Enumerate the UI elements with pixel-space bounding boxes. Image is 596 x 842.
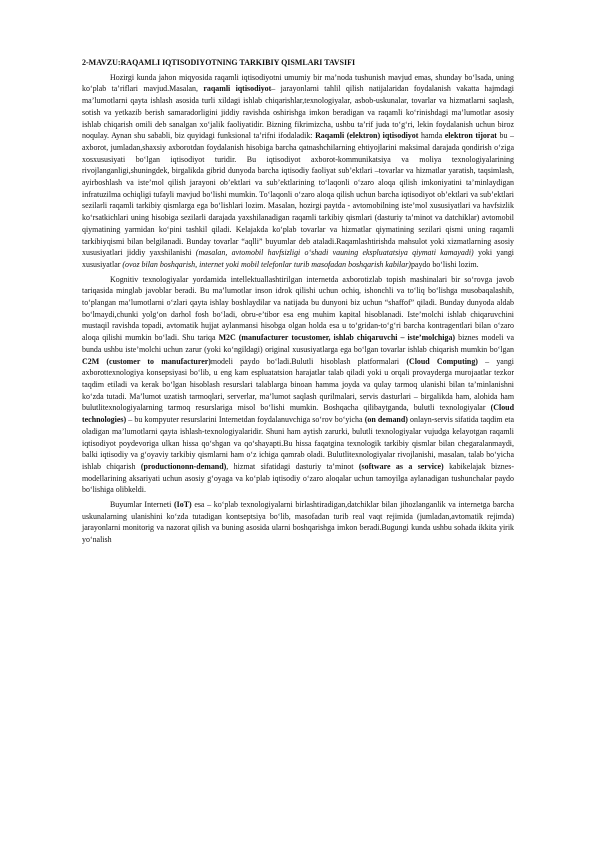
paragraph-1	[82, 72, 514, 271]
text-run: Hozirgi kunda jahon miqyosida raqamli iqtisodiyotni umumiy bir ma’noda tushunish mavjud emas, shunday bo‘lsada, uning ko‘plab ta’riflari mavjud.Masalan,	[82, 72, 514, 94]
bold-term: elektron tijorat	[444, 131, 497, 141]
text-run: hamda	[418, 131, 445, 141]
text-run: onlayn-servis sifatida taqdim eta oladigan ma’lumotlarni qayta ishlash-texnologiyalaridir. Shuni ham aytish zarurki, bulutli texnologiyalar vujudga kelayotgan raqamli iqtisodiyot poydevoriga ulkan hissa qo‘shgan va qo‘shayapti.Bu hissa faqatgina texnologik tarkibiy qismlar bilan chegaralanmaydi, balki iqtisodiy va g‘oyaviy tarkibiy qismlarni ham o‘z ichiga qamrab oladi. Bulutlitexnologiyalar rivojlanishi, masalan, talab bo‘yicha ishlab chiqarish	[82, 415, 514, 471]
bold-term: C2M (customer to manufacturer)	[82, 356, 211, 366]
bold-term: (on demand)	[364, 415, 408, 425]
text-run: biznes modeli va bunda ushbu iste’molchi uchun zarur (yoki ko‘ngildagi) original xususiyatlarga ega bo‘lgan tovarlar ishlab chiqarish mumkin bo‘lgan	[82, 333, 514, 354]
bold-term: (productiononn-demand)	[140, 461, 227, 471]
text-run: – yangi axborottexnologiya konsepsiyasi bo‘lib, u eng kam espluatatsion harajatlar talab qiladi yoki u orqali provayderga murojaatlar tezkor taqdim etiladi va kerak bo‘lgan hisoblash resurslari talablarga binoan hamma joyda va qulay tarmoq ulanishi bilan ta’minlanishni ko‘zda tutadi. Ma’lumot uzatish tarmoqlari, serverlar, ma’lumot saqlash qurilmalari, servis dasturlari – birgalikda ham, alohida ham bulutlitexnologiyalarning tarmoq resurslariga misol bo‘lishi mumkin. Boshqacha qilibaytganda, bulutli texnologiyalar	[82, 356, 514, 413]
bold-term: raqamli iqtisodiyot	[203, 84, 272, 94]
text-run: kabikelajak biznes-modellarining aksariyati uchun asosiy g‘oyaga va ko‘plab iqtisodiy o‘zaro aloqalar uchun tamoyilga aylanadigan tushunchalar paydo bo‘lishiga olibkeldi.	[82, 461, 514, 495]
text-run: Kognitiv texnologiyalar yordamida intellektuallashtirilgan internetda axborotizlab topish mashinalari bir so‘rovga javob tariqasida minglab javoblar beradi. Bu ma’lumotlar inson idrok qilishi uchun ochiq, ishonchli va to‘liq bo‘lishga musobaqalashib, to‘plangan ma’lumotlarni o‘zlari qayta ishlay boshlaydilar va natijada bu dunyoni biz uchun “shaffof” qiladi. Bunday dunyoda aldab bo‘lmaydi,chunki yolg‘on darhol fosh bo‘ladi, obru-e’tibor esa eng muhim kapital hisoblanadi. Iste’molchi ishlab chiqaruvchini mustaqil ravishda topadi, avtomatik hujjat aylanmansi hisobga olgan holda esa u to‘gridan-to‘g‘ri barcha kontragentlari bilan o‘zaro aloqa qilishi mumkin bo‘ladi. Shu tariqa	[82, 274, 514, 343]
italic-note: (ovoz bilan boshqarish, internet yoki mobil telefonlar turib masofadan boshqarish kabilar)	[122, 259, 411, 269]
bold-term: Raqamli (elektron) iqtisodiyot	[315, 131, 419, 141]
bold-term: (Cloud technologies)	[82, 403, 514, 425]
bold-term: (software as a service)	[358, 461, 444, 471]
document-page	[82, 57, 514, 549]
text-run: bu – axborot, jumladan,shaxsiy axborotdan foydalanish hisobiga barcha qatnashchilarning ehtiyojlarini maksimal darajada qondirish o‘ziga xosxususiyati bo‘lgan iqtisodiyot turidir. Bu iqtisodiyot axborot-kommunikatsiya va moliya texnologiyalarining rivojlanganligi,shuningdek, birgalikda gibrid dunyoda barcha iqtisodiy faoliyat sub’ektlari –tovarlar va hizmatlar yaratish, taqsimlash, ayirboshlash va iste’mol qilish jarayoni ob’ektlari va sub’ektlarining to‘laqonli o‘zaro aloqa qilish imkoniyatini ta’minlaydigan infratuzilma ochiqligi tufayli mavjud bo‘lishi mumkin. To‘laqonli o‘zaro aloqa qilish uchun barcha iqtisodiyot ob’ektlari va sub’ektlari sezilarli raqamli tarkibiy qismlarga ega bo‘lishlari lozim. Masalan, hozirgi paytda - avtomobilning iste’mol xususiyatlari va havfsizlik ko‘rsatkichlari uning hisobiga sezilarli darajada yaxshilanadigan raqamli tarkibiy qismlari (dasturiy ta’minot va datchiklar) avtomobil qiymatining yarmidan ko‘pini tashkil qiladi. Kelajakda ko‘plab tovarlar va hizmatlar qiymatining sezilari qismi uning raqamli tarkibiyqismi bilan belgilanadi. Bunday tovarlar “aqlli” buyumlar deb ataladi.Raqamlashtirishda mahsulot yoki xizmatlarning asosiy xususiyatlari jiddiy yaxshilanishi	[82, 131, 514, 258]
text-run: Buyumlar Interneti	[110, 500, 174, 510]
text-run: modeli paydo bo‘ladi.Bulutli hisoblash platformalari	[210, 356, 407, 366]
text-run: esa – ko‘plab texnologiyalarni birlashtiradigan,datchiklar bilan jihozlanganlik va internetga barcha uskunalarning ulanishini ko‘zda tutadigan kontseptsiya bo‘lib, masofadan turib real vaqt rejimida (jumladan,avtomatik rejimda) jarayonlarni monitorig va nazorat qilish va buning asosida ularni boshqarishga imkon beradi.Bugungi kunda ushbu sohada ikkita yirik yo‘nalish	[82, 500, 514, 545]
paragraph-2	[82, 274, 514, 496]
bold-term: (Cloud Computing)	[406, 356, 478, 366]
bold-term: M2C (manufacturer tocustomer, ishlab chiqaruvchi – iste’molchiga)	[218, 333, 456, 343]
document-title: 2-MAVZU:RAQAMLI IQTISODIYOTNING TARKIBIY QISMLARI TAVSIFI	[82, 58, 356, 67]
text-run: paydo bo‘lishi lozim.	[410, 259, 479, 269]
text-run: – bu kompyuter resurslarini Internetdan foydalanuvchiga so‘rov bo‘yicha	[126, 415, 365, 425]
paragraph-3	[82, 499, 514, 546]
bold-term: (IoT)	[174, 500, 192, 510]
text-run: – jarayonlarni tahlil qilish natijalaridan foydalanish vakatta hajmdagi ma’lumotlarni qayta ishlash asosida turli xildagi ishlab chiqarishlar,texnologiyalar, asbob-uskunalar, tovarlar va hizmatlarni saqlash, sotish va yetkazib berish samaradorligini jiddiy ravishda oshirishga imkon beradigan va raqamli ko‘rinishdagi ma’lumotlar asosiy ishlab chiqarish omili deb sanalgan xo‘jalik faoliyatidir. Bizning fikrimizcha, ushbu ta’rif juda to‘g‘ri, lekin foydalanish uchun biroz noqulay. Aynan shu sababli, biz quyidagi funksional ta’rifni ifodaladik:	[82, 84, 514, 141]
document-body	[82, 72, 514, 546]
italic-note: (masalan, avtomobil havfsizligi o‘shadi vauning ekspluatatsiya qiymati kamayadi)	[195, 248, 474, 258]
text-run: yoki yangi xususiyatlar	[82, 248, 514, 269]
text-run: , hizmat sifatidagi dasturiy ta’minot	[226, 461, 359, 471]
